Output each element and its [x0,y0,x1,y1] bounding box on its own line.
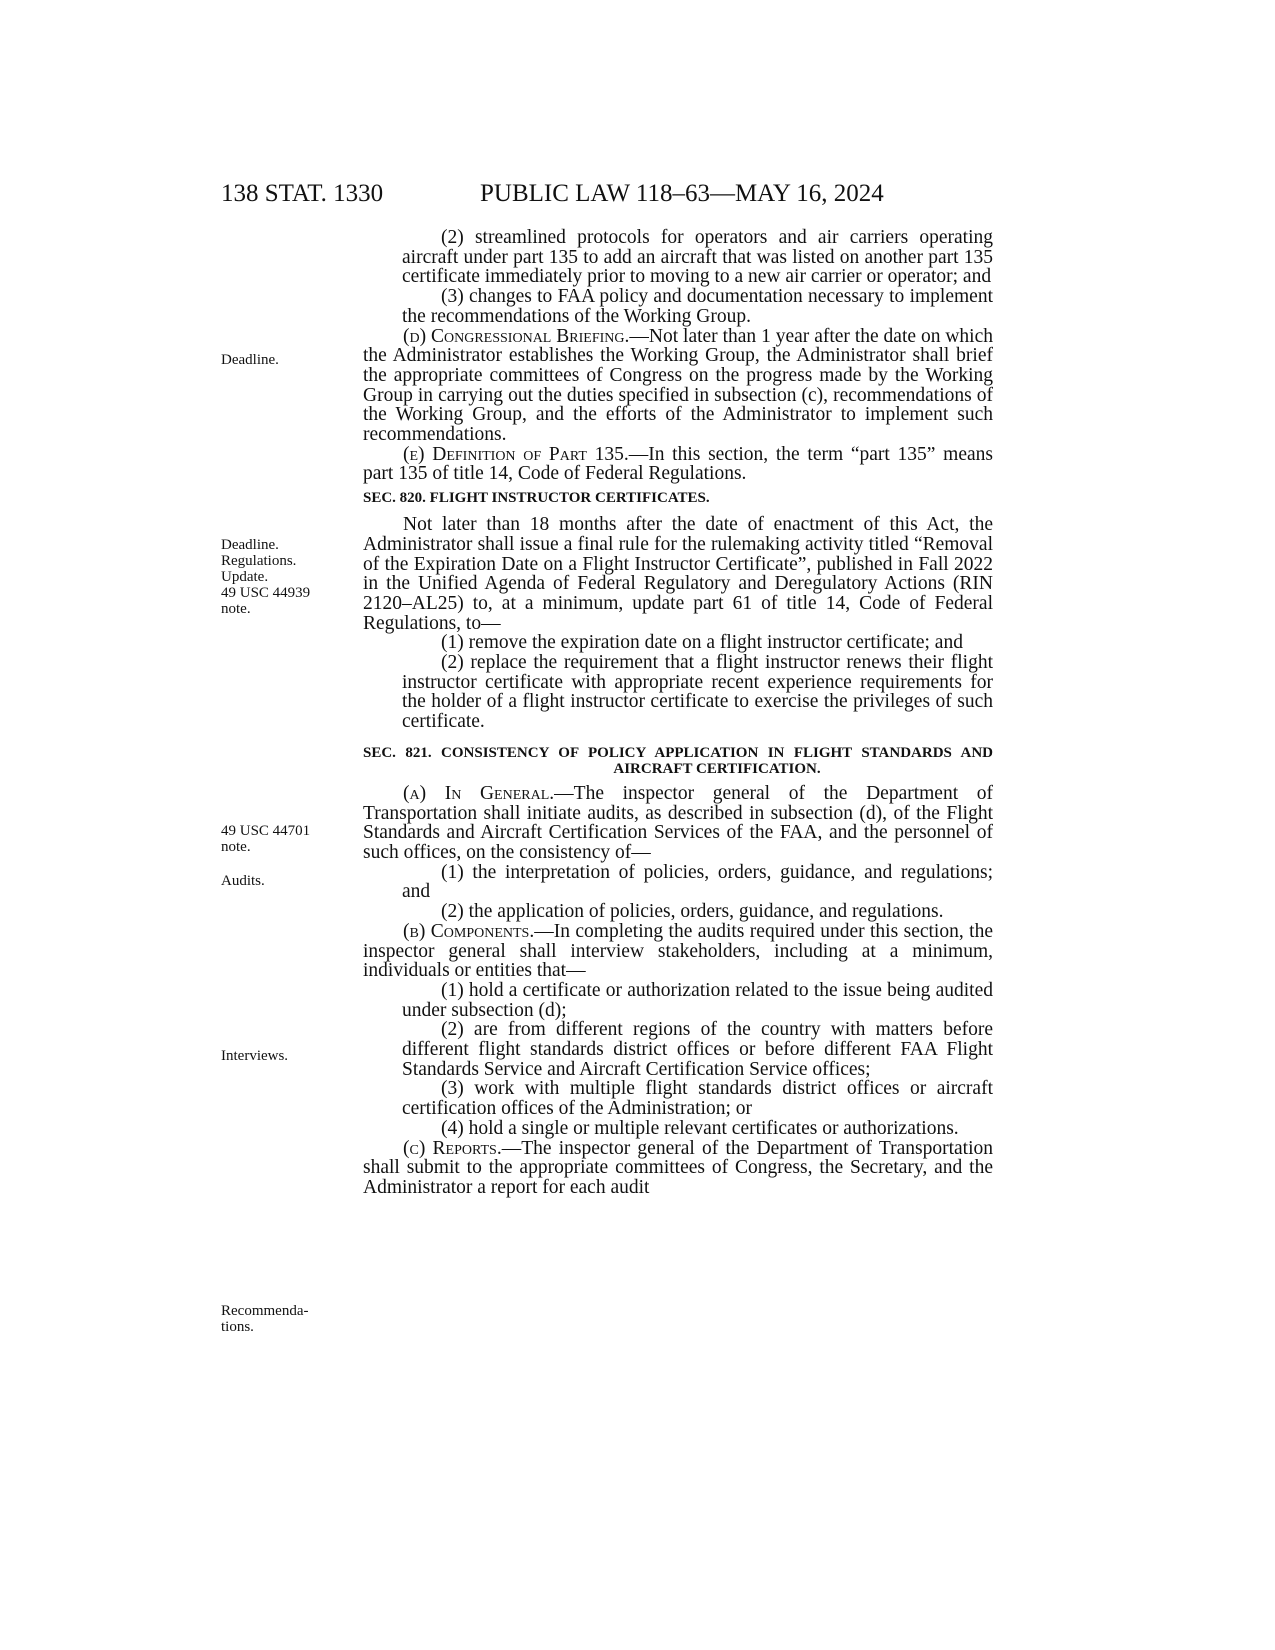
page-header [0,180,1275,216]
paragraph: (1) hold a certificate or authorization related to the issue being audited under subsection (d); [402,979,993,1021]
margin-note-interviews: Interviews. [221,1048,289,1064]
paragraph: (c) Reports.—The inspector general of the Department of Transportation shall submit to the appropriate committees of Congress, the Secretary, and the Administrator a report for each audit [363,1137,993,1198]
paragraph: (3) work with multiple flight standards district offices or aircraft certification offices of the Administration; or [402,1078,993,1120]
subsection-heading: (e) Definition of Part 135. [403,443,629,465]
paragraph: (e) Definition of Part 135.—In this section, the term “part 135” means part 135 of title 14, Code of Federal Regulations. [363,443,993,485]
section-heading: SEC. 820. FLIGHT INSTRUCTOR CERTIFICATES. [363,490,710,507]
subsection-heading: (b) Components. [403,920,535,942]
stat-page-number: 138 STAT. 1330 [221,180,384,207]
paragraph: (b) Components.—In completing the audits required under this section, the inspector general shall interview stakeholders, including at a minimum, individuals or entities that— [363,920,993,982]
running-head: PUBLIC LAW 118–63—MAY 16, 2024 [480,180,884,207]
paragraph: (2) streamlined protocols for operators and air carriers operating aircraft under part 135 to add an aircraft that was listed on another part 135 certificate immediately prior to moving to a new air carrier or operator; and [402,227,993,288]
margin-note-sec820: Deadline. Regulations. Update. 49 USC 44939 note. [221,537,311,617]
margin-note-recommendations: Recommenda- tions. [221,1303,309,1335]
paragraph: (2) are from different regions of the country with matters before different flight standards district offices or before different FAA Flight Standards Service and Aircraft Certification Service offices; [402,1019,993,1080]
paragraph: (2) the application of policies, orders, guidance, and regulations. [441,901,944,923]
paragraph: (1) remove the expiration date on a flight instructor certificate; and [441,632,963,654]
margin-note-deadline: Deadline. [221,352,279,368]
paragraph: (4) hold a single or multiple relevant certificates or authorizations. [441,1117,959,1139]
paragraph: (2) replace the requirement that a flight instructor renews their flight instructor certificate with appropriate recent experience requirements for the holder of a flight instructor certificate to exercise the privileges of such certificate. [402,652,993,733]
subsection-heading: (d) Congressional Briefing. [403,325,630,347]
paragraph: (1) the interpretation of policies, orders, guidance, and regulations; and [402,861,993,903]
subsection-heading: (a) In General. [403,782,555,804]
subsection-heading: (c) Reports. [403,1137,502,1159]
paragraph: (d) Congressional Briefing.—Not later than 1 year after the date on which the Administrator establishes the Working Group, the Administrator shall brief the appropriate committees of Congress on the progress made by the Working Group in carrying out the duties specified in subsection (c), recommendations of the Working Group, and the efforts of the Administrator to implement such recommendations. [363,325,994,446]
paragraph: Not later than 18 months after the date of enactment of this Act, the Administrator shall issue a final rule for the rulemaking activity titled “Removal of the Expiration Date on a Flight Instructor Certificate”, published in Fall 2022 in the Unified Agenda of Federal Regulatory and Deregulatory Actions (RIN 2120–AL25) to, at a minimum, update part 61 of title 14, Code of Federal Regulations, to— [363,514,993,634]
body-text [363,228,993,1198]
section-heading: SEC. 821. CONSISTENCY OF POLICY APPLICATION IN FLIGHT STANDARDS AND AIRCRAFT CERTIFICATION. [363,744,993,777]
paragraph: (3) changes to FAA policy and documentation necessary to implement the recommendations of the Working Group. [402,286,993,327]
margin-note-sec821: 49 USC 44701 note. [221,823,311,855]
paragraph: (a) In General.—The inspector general of the Department of Transportation shall initiate audits, as described in subsection (d), of the Flight Standards and Aircraft Certification Services of the FAA, and the personnel of such offices, on the consistency of— [363,782,994,863]
margin-note-audits: Audits. [221,873,265,889]
